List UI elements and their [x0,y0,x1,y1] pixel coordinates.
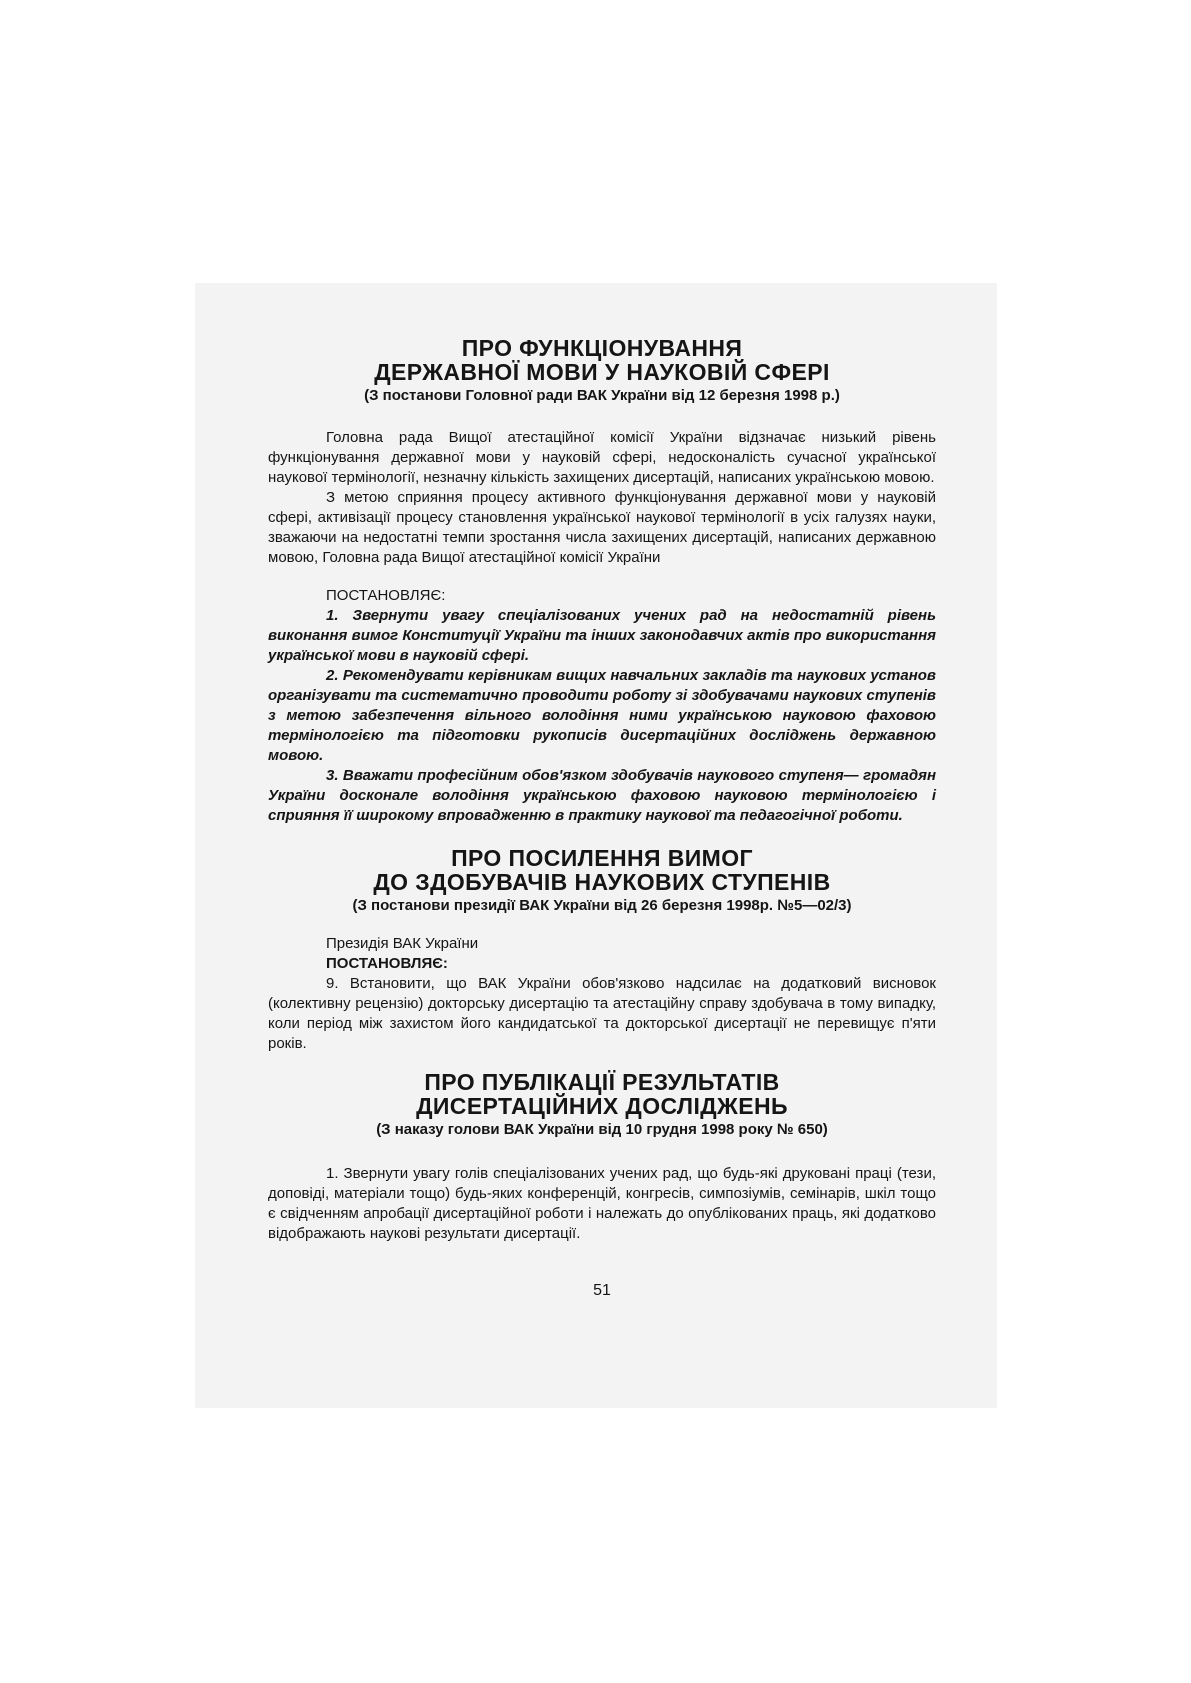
section2-item9: 9. Встановити, що ВАК України обов'язково надсилає на додатковий висновок (колективну рецензію) докторську дисертацію та атестаційну справу здобувача в тому випадку, коли період між захистом його кандидатської та докторської дисертації не перевищує п'яти років. [268,975,936,1052]
section1-subtitle: (З постанови Головної ради ВАК України від 12 березня 1998 р.) [364,387,840,404]
section-applicant-requirements [268,846,936,1054]
section1-title-line1: ПРО ФУНКЦІОНУВАННЯ [461,335,743,361]
section2-resolves: ПОСТАНОВЛЯЄ: [326,955,448,972]
document-page [268,336,936,1300]
section2-subtitle: (З постанови президії ВАК України від 26 березня 1998р. №5—02/3) [352,897,852,914]
section1-item3: 3. Вважати професійним обов'язком здобувачів наукового ступеня— громадян України досконале володіння українською фаховою науковою термінологією і сприяння її широкому впровадженню в практику наукової та педагогічної роботи. [268,767,936,824]
section2-presidium: Президія ВАК України [326,935,479,952]
section-state-language [268,336,936,826]
section3-title-line1: ПРО ПУБЛІКАЦІЇ РЕЗУЛЬТАТІВ [424,1069,780,1095]
section-publications [268,1070,936,1244]
section1-resolves: ПОСТАНОВЛЯЄ: [326,587,446,604]
section3-title-line2: ДИСЕРТАЦІЙНИХ ДОСЛІДЖЕНЬ [416,1093,788,1119]
section1-item1: 1. Звернути увагу спеціалізованих учених рад на недостатній рівень виконання вимог Конституції України та інших законодавчих актів про використання української мови в науковій сфері. [268,607,936,664]
section1-title-line2: ДЕРЖАВНОЇ МОВИ У НАУКОВІЙ СФЕРІ [374,359,830,385]
page-number: 51 [593,1282,611,1299]
section3-subtitle: (З наказу голови ВАК України від 10 грудня 1998 року № 650) [376,1121,828,1138]
section2-title-line2: ДО ЗДОБУВАЧІВ НАУКОВИХ СТУПЕНІВ [373,869,831,895]
section3-item1: 1. Звернути увагу голів спеціалізованих учених рад, що будь-які друковані праці (тези, доповіді, матеріали тощо) будь-яких конференцій, конгресів, симпозіумів, семінарів, шкіл тощо є свідченням апробації дисертаційної роботи і належать до опублікованих праць, які додатково відображають наукові результати дисертації. [268,1165,936,1242]
section1-para2: З метою сприяння процесу активного функціонування державної мови у науковій сфері, активізації процесу становлення української наукової термінології в усіх галузях науки, зважаючи на недостатні темпи зростання числа захищених дисертацій, написаних державною мовою, Головна рада Вищої атестаційної комісії України [268,489,936,566]
section1-para1: Головна рада Вищої атестаційної комісії України відзначає низький рівень функціонування державної мови у науковій сфері, недосконалість сучасної української наукової термінології, незначну кількість захищених дисертацій, написаних українською мовою. [268,429,936,486]
section1-item2: 2. Рекомендувати керівникам вищих навчальних закладів та наукових установ організувати та систематично проводити роботу зі здобувачами наукових ступенів з метою забезпечення вільного володіння ними українською науковою фаховою термінологією та підготовки рукописів дисертаційних досліджень державною мовою. [268,667,936,764]
section2-title-line1: ПРО ПОСИЛЕННЯ ВИМОГ [451,845,753,871]
